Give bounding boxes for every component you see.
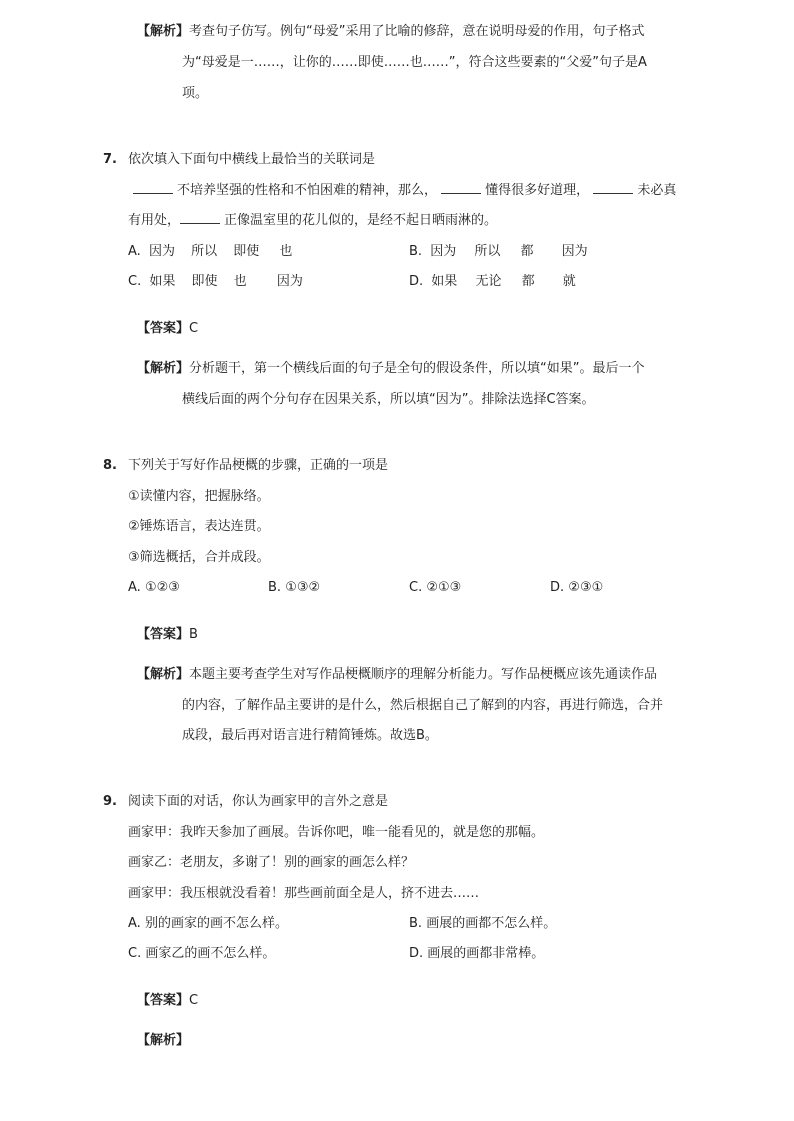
analysis-text-line: 横线后面的两个分句存在因果关系，所以填“因为”。排除法选择C答案。 bbox=[182, 392, 595, 407]
option-c: C. 如果 即使 也 因为 bbox=[128, 274, 303, 289]
option-a: A. ①②③ bbox=[128, 580, 180, 595]
option-c: C. ②①③ bbox=[409, 580, 462, 595]
option-d: D. 如果 无论 都 就 bbox=[409, 274, 576, 289]
answer-value: B bbox=[189, 627, 198, 642]
option-a: A. 因为 所以 即使 也 bbox=[128, 244, 293, 259]
answer-line bbox=[137, 319, 198, 339]
question-stem: 依次填入下面句中横线上最恰当的关联词是 bbox=[128, 152, 376, 167]
answer-tag: 【答案】 bbox=[137, 627, 190, 642]
analysis-text-line: 的内容，了解作品主要讲的是什么，然后根据自己了解到的内容，再进行筛选，合并 bbox=[182, 698, 664, 713]
question-stem: 下列关于写好作品梗概的步骤，正确的一项是 bbox=[128, 458, 389, 473]
analysis-tag: 【解析】 bbox=[137, 24, 190, 39]
option-b: B. 因为 所以 都 因为 bbox=[409, 244, 588, 259]
question-number: 7. bbox=[103, 152, 117, 167]
option-d: D. 画展的画都非常棒。 bbox=[409, 946, 545, 961]
answer-value: C bbox=[189, 993, 199, 1008]
dialogue-line: 画家乙：老朋友，多谢了！别的画家的画怎么样？ bbox=[128, 855, 415, 870]
analysis-text-line: 本题主要考查学生对写作品梗概顺序的理解分析能力。写作品梗概应该先通读作品 bbox=[189, 667, 658, 682]
analysis-tag: 【解析】 bbox=[137, 667, 190, 682]
answer-tag: 【答案】 bbox=[137, 321, 190, 336]
dialogue-line: 画家甲：我昨天参加了画展。告诉你吧，唯一能看见的，就是您的那幅。 bbox=[128, 825, 545, 840]
option-b: B. 画展的画都不怎么样。 bbox=[409, 916, 557, 931]
option-a: A. 别的画家的画不怎么样。 bbox=[128, 916, 288, 931]
step-item: ①读懂内容，把握脉络。 bbox=[128, 489, 270, 504]
answer-line bbox=[137, 991, 198, 1011]
dialogue-line: 画家甲：我压根就没看着！那些画前面全是人，挤不进去…… bbox=[128, 886, 480, 901]
analysis-tag: 【解析】 bbox=[137, 361, 190, 376]
fill-blank bbox=[180, 211, 220, 224]
option-c: C. 画家乙的画不怎么样。 bbox=[128, 946, 276, 961]
analysis-text-line: 为“母爱是一……，让你的……即使……也……”，符合这些要素的“父爱”句子是A bbox=[182, 55, 647, 70]
option-b: B. ①③② bbox=[268, 580, 321, 595]
answer-tag: 【答案】 bbox=[137, 993, 190, 1008]
analysis-tag: 【解析】 bbox=[137, 1033, 190, 1048]
question-number: 9. bbox=[103, 794, 117, 809]
question-number: 8. bbox=[103, 458, 117, 473]
question-sentence-line: 有用处， 正像温室里的花儿似的，是经不起日晒雨淋的。 bbox=[128, 213, 498, 228]
analysis-text-line: 分析题干，第一个横线后面的句子是全句的假设条件，所以填“如果”。最后一个 bbox=[189, 361, 645, 376]
option-d: D. ②③① bbox=[550, 580, 604, 595]
answer-value: C bbox=[189, 321, 199, 336]
analysis-text-line: 考查句子仿写。例句“母爱”采用了比喻的修辞，意在说明母爱的作用，句子格式 bbox=[189, 24, 645, 39]
step-item: ②锤炼语言，表达连贯。 bbox=[128, 519, 270, 534]
answer-line bbox=[137, 625, 198, 645]
step-item: ③筛选概括，合并成段。 bbox=[128, 550, 270, 565]
fill-blank bbox=[441, 181, 481, 194]
analysis-text-line: 成段，最后再对语言进行精简锤炼。故选B。 bbox=[182, 728, 438, 743]
question-stem: 阅读下面的对话，你认为画家甲的言外之意是 bbox=[128, 794, 389, 809]
fill-blank bbox=[133, 181, 173, 194]
fill-blank bbox=[593, 181, 633, 194]
question-sentence-line: 不培养坚强的性格和不怕困难的精神，那么， 懂得很多好道理， 未必真 bbox=[133, 181, 676, 201]
analysis-text-line: 项。 bbox=[182, 86, 209, 101]
